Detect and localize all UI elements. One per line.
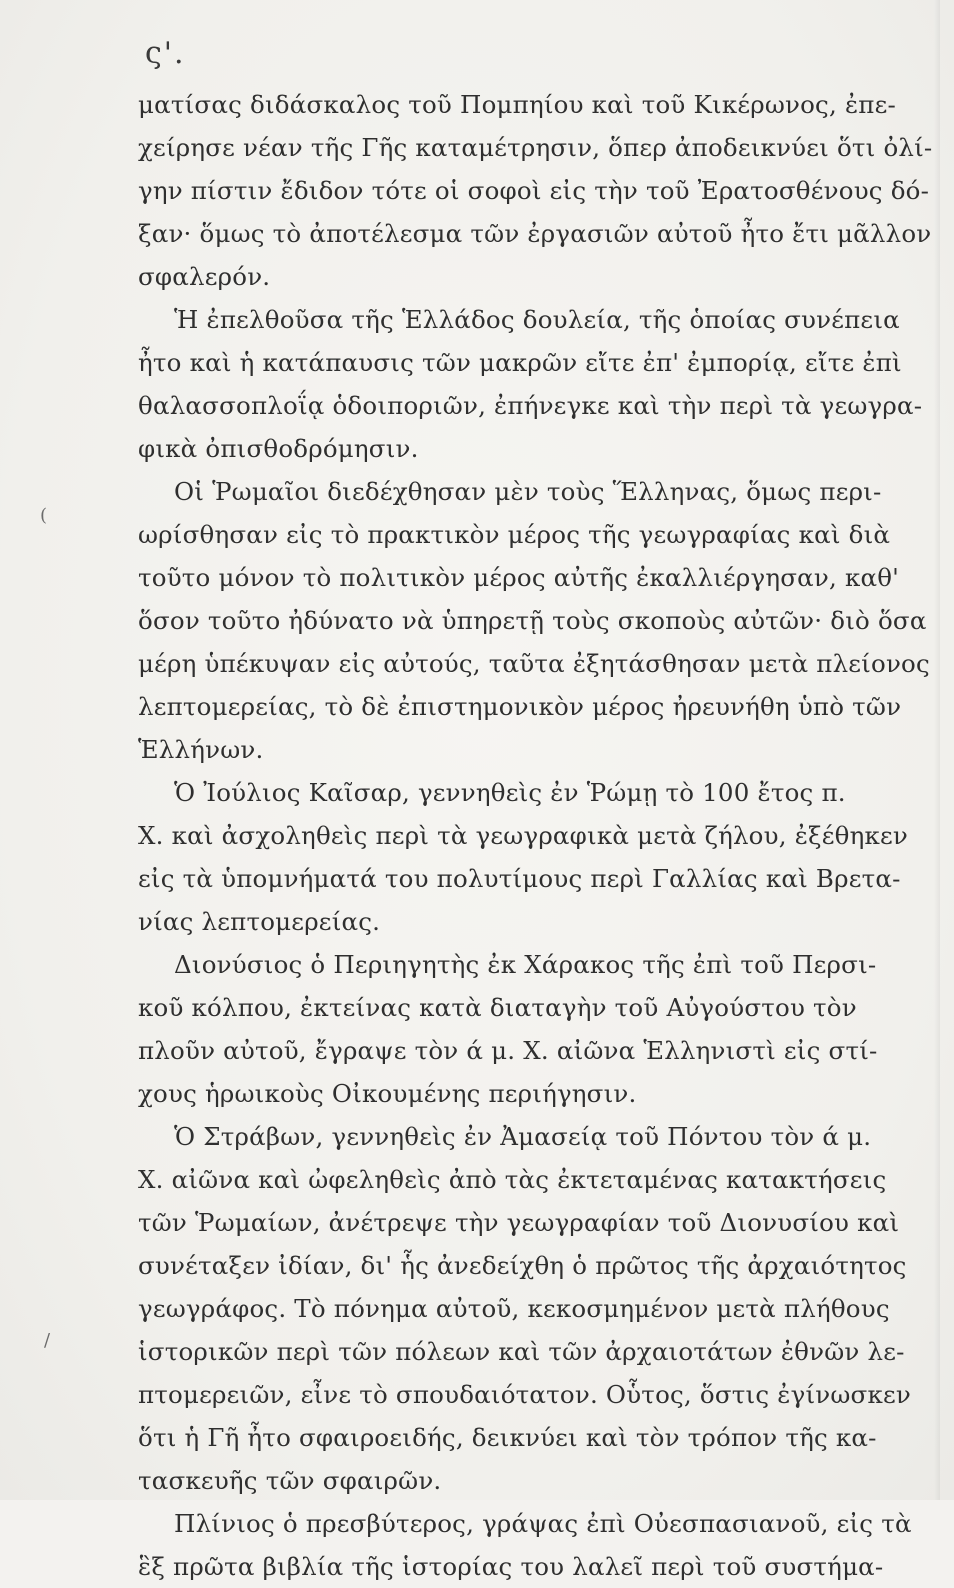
margin-pencil-mark: / — [44, 1330, 51, 1351]
text-line: γην πίστιν ἔδιδον τότε οἱ σοφοὶ εἰς τὴν τοῦ Ἐρατοσθένους δό- — [138, 176, 930, 205]
text-line: σφαλερόν. — [138, 262, 271, 291]
paragraph-start-line: Διονύσιος ὁ Περιηγητὴς ἐκ Χάρακος τῆς ἐπὶ τοῦ Περσι- — [174, 950, 877, 979]
text-line: ματίσας διδάσκαλος τοῦ Πομπηίου καὶ τοῦ Κικέρωνος, ἐπε- — [138, 90, 896, 119]
paragraph-start-line: Ὁ Στράβων, γεννηθεὶς ἐν Ἀμασείᾳ τοῦ Πόντου τὸν ά μ. — [174, 1122, 872, 1151]
paragraph-start-line: Ἡ ἐπελθοῦσα τῆς Ἑλλάδος δουλεία, τῆς ὁποίας συνέπεια — [174, 305, 900, 334]
text-line: κοῦ κόλπου, ἐκτείνας κατὰ διαταγὴν τοῦ Αὐγούστου τὸν — [138, 993, 857, 1022]
text-line: πλοῦν αὐτοῦ, ἔγραψε τὸν ά μ. Χ. αἰῶνα Ἑλληνιστὶ εἰς στί- — [138, 1036, 878, 1065]
text-line: φικὰ ὀπισθοδρόμησιν. — [138, 434, 419, 463]
text-line: Ἑλλήνων. — [138, 735, 264, 764]
text-line: τῶν Ῥωμαίων, ἀνέτρεψε τὴν γεωγραφίαν τοῦ Διονυσίου καὶ — [138, 1208, 900, 1237]
paragraph-start-line: Οἱ Ῥωμαῖοι διεδέχθησαν μὲν τοὺς Ἕλληνας, ὅμως περι- — [174, 477, 882, 506]
text-line: χους ἡρωικοὺς Οἰκουμένης περιήγησιν. — [138, 1079, 637, 1108]
body-text — [138, 83, 933, 1588]
text-line: μέρη ὑπέκυψαν εἰς αὐτούς, ταῦτα ἐξητάσθησαν μετὰ πλείονος — [138, 649, 930, 678]
text-line: λεπτομερείας, τὸ δὲ ἐπιστημονικὸν μέρος ἠρευνήθη ὑπὸ τῶν — [138, 692, 902, 721]
page-number: ς'. — [145, 36, 186, 71]
text-line: ξαν· ὅμως τὸ ἀποτέλεσμα τῶν ἐργασιῶν αὐτοῦ ἦτο ἔτι μᾶλλον — [138, 219, 932, 248]
text-line: ἱστορικῶν περὶ τῶν πόλεων καὶ τῶν ἀρχαιοτάτων ἐθνῶν λε- — [138, 1337, 905, 1366]
text-line: ἓξ πρῶτα βιβλία τῆς ἱστορίας του λαλεῖ περὶ τοῦ συστήμα- — [138, 1552, 884, 1581]
text-line: νίας λεπτομερείας. — [138, 907, 381, 936]
text-line: χείρησε νέαν τῆς Γῆς καταμέτρησιν, ὅπερ ἀποδεικνύει ὅτι ὀλί- — [138, 133, 933, 162]
page-edge-shadow — [934, 0, 940, 1500]
text-line: εἰς τὰ ὑπομνήματά του πολυτίμους περὶ Γαλλίας καὶ Βρετα- — [138, 864, 901, 893]
paragraph-start-line: Ὁ Ἰούλιος Καῖσαρ, γεννηθεὶς ἐν Ῥώμῃ τὸ 100 ἔτος π. — [174, 778, 846, 807]
text-line: Χ. αἰῶνα καὶ ὠφεληθεὶς ἀπὸ τὰς ἐκτεταμένας κατακτήσεις — [138, 1165, 887, 1194]
paragraph-start-line: Πλίνιος ὁ πρεσβύτερος, γράψας ἐπὶ Οὐεσπασιανοῦ, εἰς τὰ — [174, 1509, 912, 1538]
text-line: τασκευῆς τῶν σφαιρῶν. — [138, 1466, 442, 1495]
text-line: Χ. καὶ ἀσχοληθεὶς περὶ τὰ γεωγραφικὰ μετὰ ζήλου, ἐξέθηκεν — [138, 821, 908, 850]
text-line: ὅτι ἡ Γῆ ἦτο σφαιροειδής, δεικνύει καὶ τὸν τρόπον τῆς κα- — [138, 1423, 877, 1452]
text-line: συνέταξεν ἰδίαν, δι' ἧς ἀνεδείχθη ὁ πρῶτος τῆς ἀρχαιότητος — [138, 1251, 907, 1280]
text-line: ωρίσθησαν εἰς τὸ πρακτικὸν μέρος τῆς γεωγραφίας καὶ διὰ — [138, 520, 891, 549]
text-line: τοῦτο μόνον τὸ πολιτικὸν μέρος αὐτῆς ἐκαλλιέργησαν, καθ' — [138, 563, 900, 592]
text-line: γεωγράφος. Τὸ πόνημα αὐτοῦ, κεκοσμημένον μετὰ πλήθους — [138, 1294, 890, 1323]
text-line: πτομερειῶν, εἶνε τὸ σπουδαιότατον. Οὗτος, ὅστις ἐγίνωσκεν — [138, 1380, 911, 1409]
text-line: θαλασσοπλοΐᾳ ὁδοιποριῶν, ἐπήνεγκε καὶ τὴν περὶ τὰ γεωγρα- — [138, 391, 923, 420]
text-line: ἦτο καὶ ἡ κατάπαυσις τῶν μακρῶν εἴτε ἐπ' ἐμπορίᾳ, εἴτε ἐπὶ — [138, 348, 902, 377]
margin-pencil-mark: ( — [40, 505, 48, 526]
text-line: ὅσον τοῦτο ἠδύνατο νὰ ὑπηρετῇ τοὺς σκοποὺς αὐτῶν· διὸ ὅσα — [138, 606, 927, 635]
